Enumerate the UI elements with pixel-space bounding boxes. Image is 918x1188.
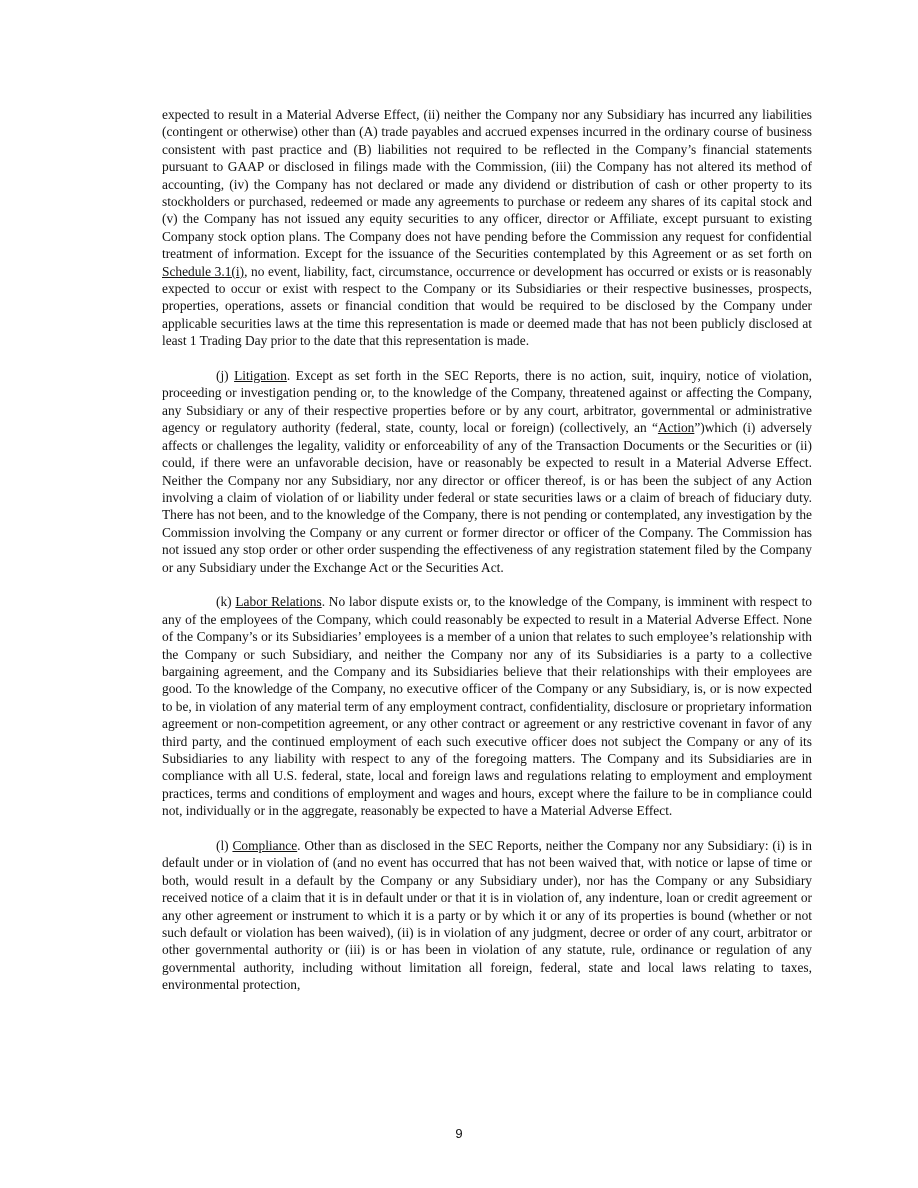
section-compliance — [162, 837, 812, 994]
schedule-reference: Schedule 3.1(i) — [162, 263, 245, 279]
section-number: (j) — [216, 368, 235, 384]
section-heading: Labor Relations — [235, 594, 322, 610]
paragraph-continuation — [162, 106, 812, 350]
section-heading: Compliance — [232, 838, 298, 854]
paragraph-text: expected to result in a Material Adverse Effect, (ii) neither the Company nor any Subsidiary has incurred any liabilities (contingent or otherwise) other than (A) trade payables and accrued expenses incurred in the ordinary course of business consistent with past practice and (B) liabilities not required to be reflected in the Company’s financial statements pursuant to GAAP or disclosed in filings made with the Commission, (iii) the Company has not altered its method of accounting, (iv) the Company has not declared or made any dividend or distribution of cash or other property to its stockholders or purchased, redeemed or made any agreements to purchase or redeem any shares of its capital stock and (v) the Company has not issued any equity securities to any officer, director or Affiliate, except pursuant to existing Company stock option plans. The Company does not have pending before the Commission any request for confidential treatment of information. Except for the issuance of the Securities contemplated by this Agreement or as set forth on — [162, 107, 812, 262]
paragraph-text: ”)which (i) adversely affects or challenges the legality, validity or enforceability of any of the Transaction Documents or the Securities or (ii) could, if there were an unfavorable decision, have or reasonably be expected to result in a Material Adverse Effect. Neither the Company nor any Subsidiary, nor any director or officer thereof, is or has been the subject of any Action involving a claim of violation of or liability under federal or state securities laws or a claim of breach of fiduciary duty. There has not been, and to the knowledge of the Company, there is not pending or contemplated, any investigation by the Commission involving the Company or any current or former director or officer of the Company. The Commission has not issued any stop order or other order suspending the effectiveness of any registration statement filed by the Company or any Subsidiary under the Exchange Act or the Securities Act. — [162, 420, 812, 575]
paragraph-text: . Other than as disclosed in the SEC Reports, neither the Company nor any Subsidiary: (i) is in default under or in violation of (and no event has occurred that has not been waived that, with notice or lapse of time or both, would result in a default by the Company or any Subsidiary under), nor has the Company or any Subsidiary received notice of a claim that it is in default under or that it is in violation of, any indenture, loan or credit agreement or any other agreement or instrument to which it is a party or by which it or any of its properties is bound (whether or not such default or violation has been waived), (ii) is in violation of any judgment, decree or order of any court, arbitrator or other governmental authority or (iii) is or has been in violation of any statute, rule, ordinance or regulation of any governmental authority, including without limitation all foreign, federal, state and local laws relating to taxes, environmental protection, — [162, 838, 812, 993]
section-heading: Litigation — [234, 368, 287, 384]
defined-term: Action — [657, 420, 695, 436]
section-labor-relations — [162, 593, 812, 819]
paragraph-text: . Except as set forth in the SEC Reports, there is no action, suit, inquiry, notice of violation, proceeding or investigation pending or, to the knowledge of the Company, threatened against or affecting the Company, any Subsidiary or any of their respective properties before or by any court, arbitrator, governmental or administrative agency or regulatory authority (federal, state, county, local or foreign) (collectively, an “ — [162, 368, 812, 436]
section-number: (k) — [216, 594, 236, 610]
section-litigation — [162, 367, 812, 576]
paragraph-text: . No labor dispute exists or, to the knowledge of the Company, is imminent with respect to any of the employees of the Company, which could reasonably be expected to result in a Material Adverse Effect. None of the Company’s or its Subsidiaries’ employees is a member of a union that relates to such employee’s relationship with the Company or such Subsidiary, and neither the Company nor any of its Subsidiaries is a party to a collective bargaining agreement, and the Company and its Subsidiaries believe that their relationships with their employees are good. To the knowledge of the Company, no executive officer of the Company or any Subsidiary, is, or is now expected to be, in violation of any material term of any employment contract, confidentiality, disclosure or proprietary information agreement or non-competition agreement, or any other contract or agreement or any restrictive covenant in favor of any third party, and the continued employment of each such executive officer does not subject the Company or any of its Subsidiaries to any liability with respect to any of the foregoing matters. The Company and its Subsidiaries are in compliance with all U.S. federal, state, local and foreign laws and regulations relating to employment and employment practices, terms and conditions of employment and wages and hours, except where the failure to be in compliance could not, individually or in the aggregate, reasonably be expected to have a Material Adverse Effect. — [162, 594, 813, 819]
section-number: (l) — [216, 838, 233, 854]
paragraph-text: , no event, liability, fact, circumstance, occurrence or development has occurred or exists or is reasonably expected to occur or exist with respect to the Company or its Subsidiaries or their respective businesses, prospects, properties, operations, assets or financial condition that would be required to be disclosed by the Company under applicable securities laws at the time this representation is made or deemed made that has not been publicly disclosed at least 1 Trading Day prior to the date that this representation is made. — [162, 263, 813, 349]
page-number: 9 — [455, 1126, 463, 1141]
document-page — [162, 106, 812, 994]
